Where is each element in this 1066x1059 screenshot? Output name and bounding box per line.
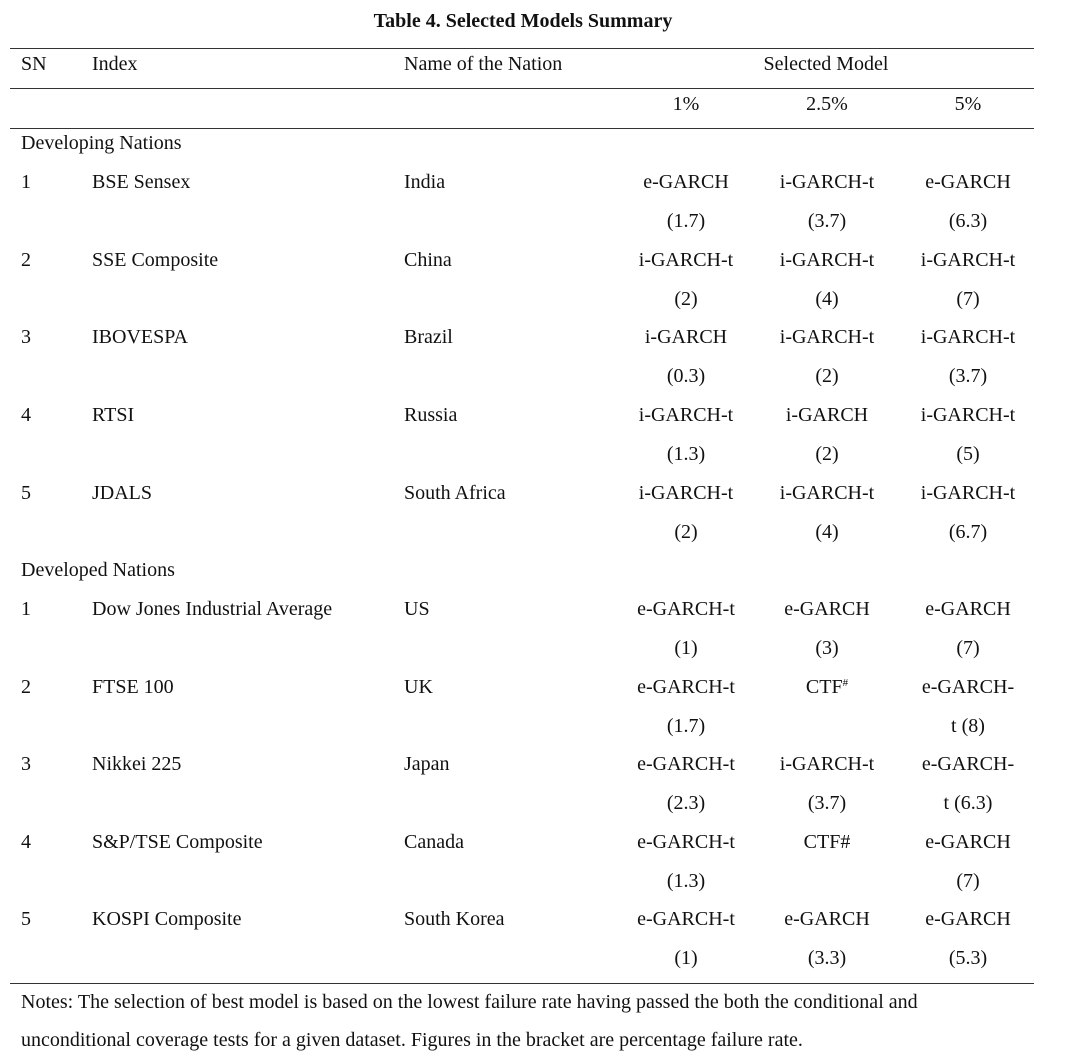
cell-model-2: i-GARCH-t bbox=[779, 482, 875, 504]
cell-failure-3: (7) bbox=[956, 637, 980, 659]
table-notes: Notes: The selection of best model is based on the lowest failure rate having passed the both the conditional and unconditional coverage tests for a given dataset. Figures in the bracket are percentage failure rate. bbox=[21, 991, 918, 1051]
header-index: Index bbox=[92, 53, 138, 75]
cell-model-3: e-GARCH bbox=[925, 171, 1011, 193]
cell-nation: Brazil bbox=[404, 326, 453, 348]
cell-failure-3: (6.7) bbox=[948, 521, 988, 543]
cell-failure-2: (4) bbox=[815, 288, 839, 310]
cell-model-1: i-GARCH bbox=[644, 326, 728, 348]
cell-index: Dow Jones Industrial Average bbox=[92, 598, 333, 620]
cell-failure-3: (5.3) bbox=[948, 947, 988, 969]
cell-index: RTSI bbox=[92, 404, 135, 426]
cell-model-2 bbox=[756, 673, 898, 701]
cell-failure-1: (1.7) bbox=[666, 715, 706, 737]
top-rule bbox=[10, 48, 1034, 49]
cell-model-2: i-GARCH-t bbox=[779, 249, 875, 271]
cell-index: Nikkei 225 bbox=[92, 753, 182, 775]
cell-model-2: i-GARCH-t bbox=[779, 171, 875, 193]
table-row bbox=[0, 323, 1066, 401]
cell-failure-3: (7) bbox=[956, 870, 980, 892]
cell-failure-2: (4) bbox=[815, 521, 839, 543]
cell-model-2: CTF# bbox=[803, 831, 851, 853]
cell-sn: 2 bbox=[21, 249, 31, 271]
cell-index: KOSPI Composite bbox=[92, 908, 242, 930]
header-sn: SN bbox=[21, 53, 47, 75]
cell-model-2: e-GARCH bbox=[784, 598, 870, 620]
cell-model-2: i-GARCH-t bbox=[779, 753, 875, 775]
section-label-developing: Developing Nations bbox=[21, 132, 182, 154]
header-level-1: 1% bbox=[672, 93, 700, 115]
cell-model-3: i-GARCH-t bbox=[920, 326, 1016, 348]
section-label-developed: Developed Nations bbox=[21, 559, 175, 581]
cell-model-2: i-GARCH-t bbox=[779, 326, 875, 348]
cell-index: JDALS bbox=[92, 482, 153, 504]
cell-sn: 5 bbox=[21, 482, 31, 504]
cell-failure-1: (0.3) bbox=[666, 365, 706, 387]
cell-sn: 1 bbox=[21, 598, 31, 620]
cell-model-3: e-GARCH- bbox=[921, 676, 1015, 698]
cell-model-3: e-GARCH bbox=[925, 908, 1011, 930]
cell-failure-1: (2.3) bbox=[666, 792, 706, 814]
cell-model-1: i-GARCH-t bbox=[638, 482, 734, 504]
cell-model-1: e-GARCH-t bbox=[637, 598, 735, 620]
cell-model-3: e-GARCH bbox=[925, 831, 1011, 853]
table-row bbox=[0, 479, 1066, 557]
cell-failure-1: (1.3) bbox=[666, 870, 706, 892]
cell-sn: 3 bbox=[21, 753, 31, 775]
cell-nation: China bbox=[404, 249, 452, 271]
cell-failure-1: (1.3) bbox=[666, 443, 706, 465]
cell-nation: UK bbox=[404, 676, 433, 698]
cell-nation: US bbox=[404, 598, 430, 620]
cell-model-3: i-GARCH-t bbox=[920, 404, 1016, 426]
header-nation: Name of the Nation bbox=[404, 53, 563, 75]
cell-model-1: e-GARCH bbox=[643, 171, 729, 193]
cell-failure-3: (6.3) bbox=[948, 210, 988, 232]
cell-model-3: i-GARCH-t bbox=[920, 482, 1016, 504]
header-selected-model: Selected Model bbox=[763, 53, 889, 75]
cell-failure-1: (1) bbox=[674, 947, 698, 969]
cell-model-1: e-GARCH-t bbox=[637, 908, 735, 930]
cell-index: S&P/TSE Composite bbox=[92, 831, 263, 853]
cell-model-1: e-GARCH-t bbox=[637, 831, 735, 853]
cell-failure-1: (1) bbox=[674, 637, 698, 659]
cell-failure-1: (2) bbox=[674, 521, 698, 543]
cell-sn: 5 bbox=[21, 908, 31, 930]
cell-sn: 1 bbox=[21, 171, 31, 193]
table-row bbox=[0, 246, 1066, 324]
cell-index: BSE Sensex bbox=[92, 171, 191, 193]
cell-failure-3: (7) bbox=[956, 288, 980, 310]
cell-sn: 2 bbox=[21, 676, 31, 698]
cell-model-2-text: CTF bbox=[805, 676, 843, 698]
cell-model-3: i-GARCH-t bbox=[920, 249, 1016, 271]
cell-nation: India bbox=[404, 171, 446, 193]
cell-model-1: i-GARCH-t bbox=[638, 404, 734, 426]
table-row bbox=[0, 828, 1066, 906]
cell-nation: South Korea bbox=[404, 908, 505, 930]
cell-model-3: e-GARCH- bbox=[921, 753, 1015, 775]
header-level-3: 5% bbox=[954, 93, 982, 115]
header-level-2: 2.5% bbox=[806, 93, 848, 115]
cell-failure-1: (2) bbox=[674, 288, 698, 310]
cell-failure-3: (3.7) bbox=[948, 365, 988, 387]
cell-nation: South Africa bbox=[404, 482, 506, 504]
cell-model-1: e-GARCH-t bbox=[637, 753, 735, 775]
table-row bbox=[0, 905, 1066, 983]
cell-failure-3: (5) bbox=[956, 443, 980, 465]
table-row bbox=[0, 750, 1066, 828]
cell-sn: 3 bbox=[21, 326, 31, 348]
header-mid-rule bbox=[10, 88, 1034, 89]
table-row bbox=[0, 401, 1066, 479]
cell-nation: Canada bbox=[404, 831, 464, 853]
table-row bbox=[0, 595, 1066, 673]
cell-failure-3: t (8) bbox=[951, 715, 985, 737]
cell-failure-2: (3.3) bbox=[807, 947, 847, 969]
cell-failure-2: (3.7) bbox=[807, 792, 847, 814]
cell-index: IBOVESPA bbox=[92, 326, 188, 348]
cell-model-2: i-GARCH bbox=[785, 404, 869, 426]
cell-failure-2: (3.7) bbox=[807, 210, 847, 232]
table-title: Table 4. Selected Models Summary bbox=[373, 10, 673, 32]
table-row bbox=[0, 168, 1066, 246]
footnote-marker: # bbox=[842, 677, 849, 689]
cell-failure-2: (3) bbox=[815, 637, 839, 659]
cell-failure-1: (1.7) bbox=[666, 210, 706, 232]
cell-failure-2: (2) bbox=[815, 443, 839, 465]
cell-nation: Russia bbox=[404, 404, 458, 426]
cell-failure-3: t (6.3) bbox=[943, 792, 993, 814]
cell-model-3: e-GARCH bbox=[925, 598, 1011, 620]
cell-sn: 4 bbox=[21, 831, 31, 853]
cell-sn: 4 bbox=[21, 404, 31, 426]
cell-nation: Japan bbox=[404, 753, 450, 775]
cell-index: SSE Composite bbox=[92, 249, 219, 271]
cell-index: FTSE 100 bbox=[92, 676, 174, 698]
cell-failure-2: (2) bbox=[815, 365, 839, 387]
table-row bbox=[0, 673, 1066, 751]
cell-model-1: i-GARCH-t bbox=[638, 249, 734, 271]
cell-model-2: e-GARCH bbox=[784, 908, 870, 930]
cell-model-1: e-GARCH-t bbox=[637, 676, 735, 698]
